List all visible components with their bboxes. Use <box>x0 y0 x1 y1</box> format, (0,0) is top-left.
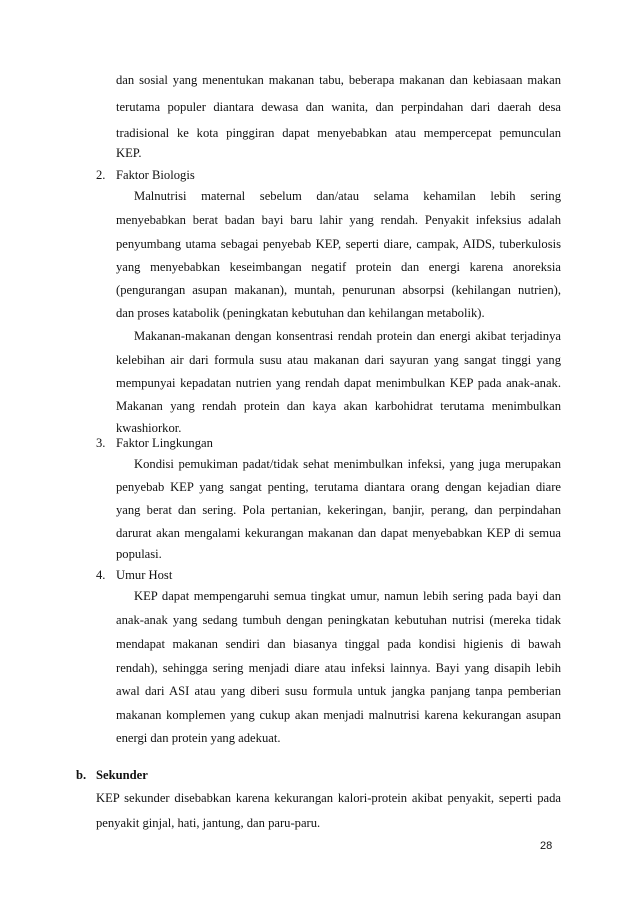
text-line: menyebabkan berat badan bayi baru lahir yang rendah. Penyakit infeksius adalah <box>116 213 561 227</box>
text-line: mendapat makanan sendiri dan biasanya tinggal pada kondisi higienis di bawah <box>116 637 561 651</box>
page-number: 28 <box>540 840 553 852</box>
text-line: KEP dapat mempengaruhi semua tingkat umur, namun lebih sering pada bayi dan <box>134 589 561 603</box>
text-line: penyebab KEP yang sangat penting, terutama diantara orang dengan kejadian diare <box>116 480 561 494</box>
text-line: tradisional ke kota pinggiran dapat menyebabkan atau mempercepat pemunculan <box>116 126 561 140</box>
list-item-title: Faktor Biologis <box>116 168 195 182</box>
text-line: rendah), sehingga sering menjadi diare atau infeksi lainnya. Bayi yang disapih lebih <box>116 661 561 675</box>
list-marker: 2. <box>96 168 106 182</box>
text-line: populasi. <box>116 547 162 561</box>
text-line: Kondisi pemukiman padat/tidak sehat menimbulkan infeksi, yang juga merupakan <box>134 457 561 471</box>
section-heading: Sekunder <box>96 768 148 782</box>
text-line: Malnutrisi maternal sebelum dan/atau selama kehamilan lebih sering <box>134 189 561 203</box>
text-line: darurat akan mengalami kekurangan makanan dan dapat menyebabkan KEP di semua <box>116 526 561 540</box>
text-line: terutama populer diantara dewasa dan wanita, dan perpindahan dari daerah desa <box>116 100 561 114</box>
text-line: penyumbang utama sebagai penyebab KEP, seperti diare, campak, AIDS, tuberkulosis <box>116 237 561 251</box>
list-marker: 4. <box>96 568 106 582</box>
text-line: yang menyebabkan keseimbangan negatif protein dan energi karena anoreksia <box>116 260 561 274</box>
text-line: dan sosial yang menentukan makanan tabu, beberapa makanan dan kebiasaan makan <box>116 73 561 87</box>
text-line: Makanan-makanan dengan konsentrasi rendah protein dan energi akibat terjadinya <box>134 329 561 343</box>
list-marker: 3. <box>96 436 106 450</box>
text-line: anak-anak yang sedang tumbuh dengan peningkatan kebutuhan nutrisi (mereka tidak <box>116 613 561 627</box>
list-item-title: Faktor Lingkungan <box>116 436 213 450</box>
text-line: awal dari ASI atau yang diberi susu formula untuk jangka panjang tanpa pemberian <box>116 684 561 698</box>
text-line: penyakit ginjal, hati, jantung, dan paru-paru. <box>96 816 321 830</box>
text-line: kwashiorkor. <box>116 421 182 435</box>
text-line: Makanan yang rendah protein dan kaya akan karbohidrat terutama menimbulkan <box>116 399 561 413</box>
list-item-title: Umur Host <box>116 568 173 582</box>
text-line: makanan komplemen yang cukup akan menjadi malnutrisi karena kekurangan asupan <box>116 708 561 722</box>
text-line: KEP sekunder disebabkan karena kekurangan kalori-protein akibat penyakit, seperti pada <box>96 791 561 805</box>
section-marker: b. <box>76 768 87 782</box>
text-line: (pengurangan asupan makanan), muntah, penurunan absorpsi (kehilangan nutrien), <box>116 283 561 297</box>
text-line: kelebihan air dari formula susu atau makanan dari sayuran yang sangat tinggi yang <box>116 353 561 367</box>
text-line: yang berat dan sering. Pola pertanian, kekeringan, banjir, perang, dan perpindahan <box>116 503 561 517</box>
text-line: energi dan protein yang adekuat. <box>116 731 281 745</box>
text-line: mempunyai kepadatan nutrien yang rendah dapat menimbulkan KEP pada anak-anak. <box>116 376 561 390</box>
text-line: dan proses katabolik (peningkatan kebutuhan dan kehilangan metabolik). <box>116 306 485 320</box>
text-line: KEP. <box>116 146 142 160</box>
